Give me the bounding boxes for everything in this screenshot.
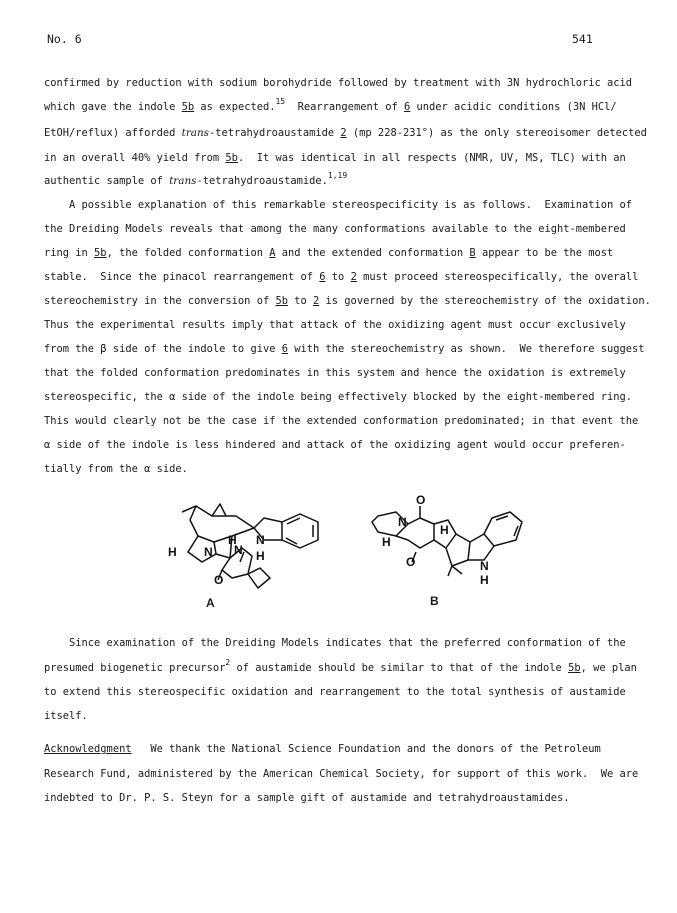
text-line: which gave the indole 5b as expected.$^{15}$ Rearrangement of 6 under acidic conditions (3N HCl/ bbox=[44, 97, 617, 113]
compound-ref: 5b bbox=[568, 662, 581, 674]
citation: 15 bbox=[275, 97, 286, 106]
compound-ref: 2 bbox=[350, 271, 357, 283]
text-line: This would clearly not be the case if the extended conformation predominated; in that event the bbox=[44, 415, 639, 427]
text-line: α side of the indole is less hindered and attack of the oxidizing agent would occur preferen- bbox=[44, 439, 626, 451]
text-line: itself. bbox=[44, 710, 88, 722]
conformation-b-structure bbox=[356, 490, 526, 590]
atom-label: O bbox=[214, 573, 224, 587]
text-line: that the folded conformation predominates in this system and hence the oxidation is extremely bbox=[44, 367, 626, 379]
atom-label: H bbox=[382, 535, 391, 549]
atom-label: N bbox=[256, 533, 265, 547]
atom-label: O bbox=[406, 555, 416, 569]
atom-label: H bbox=[480, 573, 489, 587]
text-line: stereochemistry in the conversion of 5b to 2 is governed by the stereochemistry of the oxidation. bbox=[44, 295, 651, 307]
text-line: confirmed by reduction with sodium borohydride followed by treatment with 3N hydrochloric acid bbox=[44, 77, 633, 89]
text-line: Acknowledgment We thank the National Science Foundation and the donors of the Petroleum bbox=[44, 743, 601, 755]
citation: 1,19 bbox=[327, 171, 348, 180]
conformation-a-structure bbox=[160, 492, 330, 592]
page-number: 541 bbox=[572, 32, 593, 46]
text-line: presumed biogenetic precursor$^2$ of austamide should be similar to that of the indole 5b, we plan bbox=[44, 658, 637, 674]
text-line: Research Fund, administered by the American Chemical Society, for support of this work. We are bbox=[44, 768, 639, 780]
compound-ref: 2 bbox=[313, 295, 320, 307]
text-line: stereospecific, the α side of the indole being effectively blocked by the eight-membered ring. bbox=[44, 391, 633, 403]
text-line: A possible explanation of this remarkable stereospecificity is as follows. Examination of bbox=[44, 199, 633, 211]
compound-ref: 6 bbox=[319, 271, 326, 283]
text-line: EtOH/reflux) afforded trans-tetrahydroaustamide 2 (mp 228-231°) as the only stereoisomer detected bbox=[44, 127, 647, 139]
compound-ref: 5b bbox=[275, 295, 288, 307]
compound-ref: 2 bbox=[340, 127, 347, 139]
acknowledgment-heading: Acknowledgment bbox=[44, 743, 132, 755]
atom-label: H bbox=[440, 523, 449, 537]
journal-issue-number: No. 6 bbox=[47, 32, 82, 46]
text-line: in an overall 40% yield from 5b. It was identical in all respects (NMR, UV, MS, TLC) with an bbox=[44, 152, 626, 164]
text-line: the Dreiding Models reveals that among the many conformations available to the eight-membered bbox=[44, 223, 626, 235]
text-line: authentic sample of trans-tetrahydroaustamide.$^{1,19}$ bbox=[44, 171, 348, 187]
text-line: Since examination of the Dreiding Models indicates that the preferred conformation of the bbox=[44, 637, 626, 649]
atom-label: N bbox=[480, 559, 489, 573]
compound-ref: B bbox=[469, 247, 476, 259]
atom-label: H bbox=[228, 533, 237, 547]
compound-ref: 5b bbox=[181, 101, 195, 113]
atom-label: O bbox=[416, 493, 426, 507]
compound-ref: 5b bbox=[94, 247, 107, 259]
atom-label: N bbox=[204, 545, 213, 559]
atom-label: H bbox=[256, 549, 265, 563]
compound-ref: A bbox=[269, 247, 276, 259]
conformation-a-label: A bbox=[206, 596, 215, 610]
compound-ref: 5b bbox=[225, 152, 238, 164]
atom-label: N bbox=[398, 515, 407, 529]
text-line: ring in 5b, the folded conformation A and the extended conformation B appear to be the most bbox=[44, 247, 614, 259]
atom-label: H bbox=[168, 545, 177, 559]
citation: 2 bbox=[225, 658, 231, 667]
conformation-b-label: B bbox=[430, 594, 439, 608]
text-line: to extend this stereospecific oxidation and rearrangement to the total synthesis of austamide bbox=[44, 686, 626, 698]
compound-ref: 6 bbox=[281, 343, 288, 355]
text-line: indebted to Dr. P. S. Steyn for a sample gift of austamide and tetrahydroaustamides. bbox=[44, 792, 570, 804]
text-line: Thus the experimental results imply that attack of the oxidizing agent must occur exclusively bbox=[44, 319, 626, 331]
atom-label: N bbox=[234, 543, 243, 557]
compound-ref: 6 bbox=[403, 101, 411, 113]
text-line: stable. Since the pinacol rearrangement of 6 to 2 must proceed stereospecifically, the overall bbox=[44, 271, 639, 283]
text-line: tially from the α side. bbox=[44, 463, 188, 475]
text-line: from the β side of the indole to give 6 with the stereochemistry as shown. We therefore suggest bbox=[44, 343, 645, 355]
